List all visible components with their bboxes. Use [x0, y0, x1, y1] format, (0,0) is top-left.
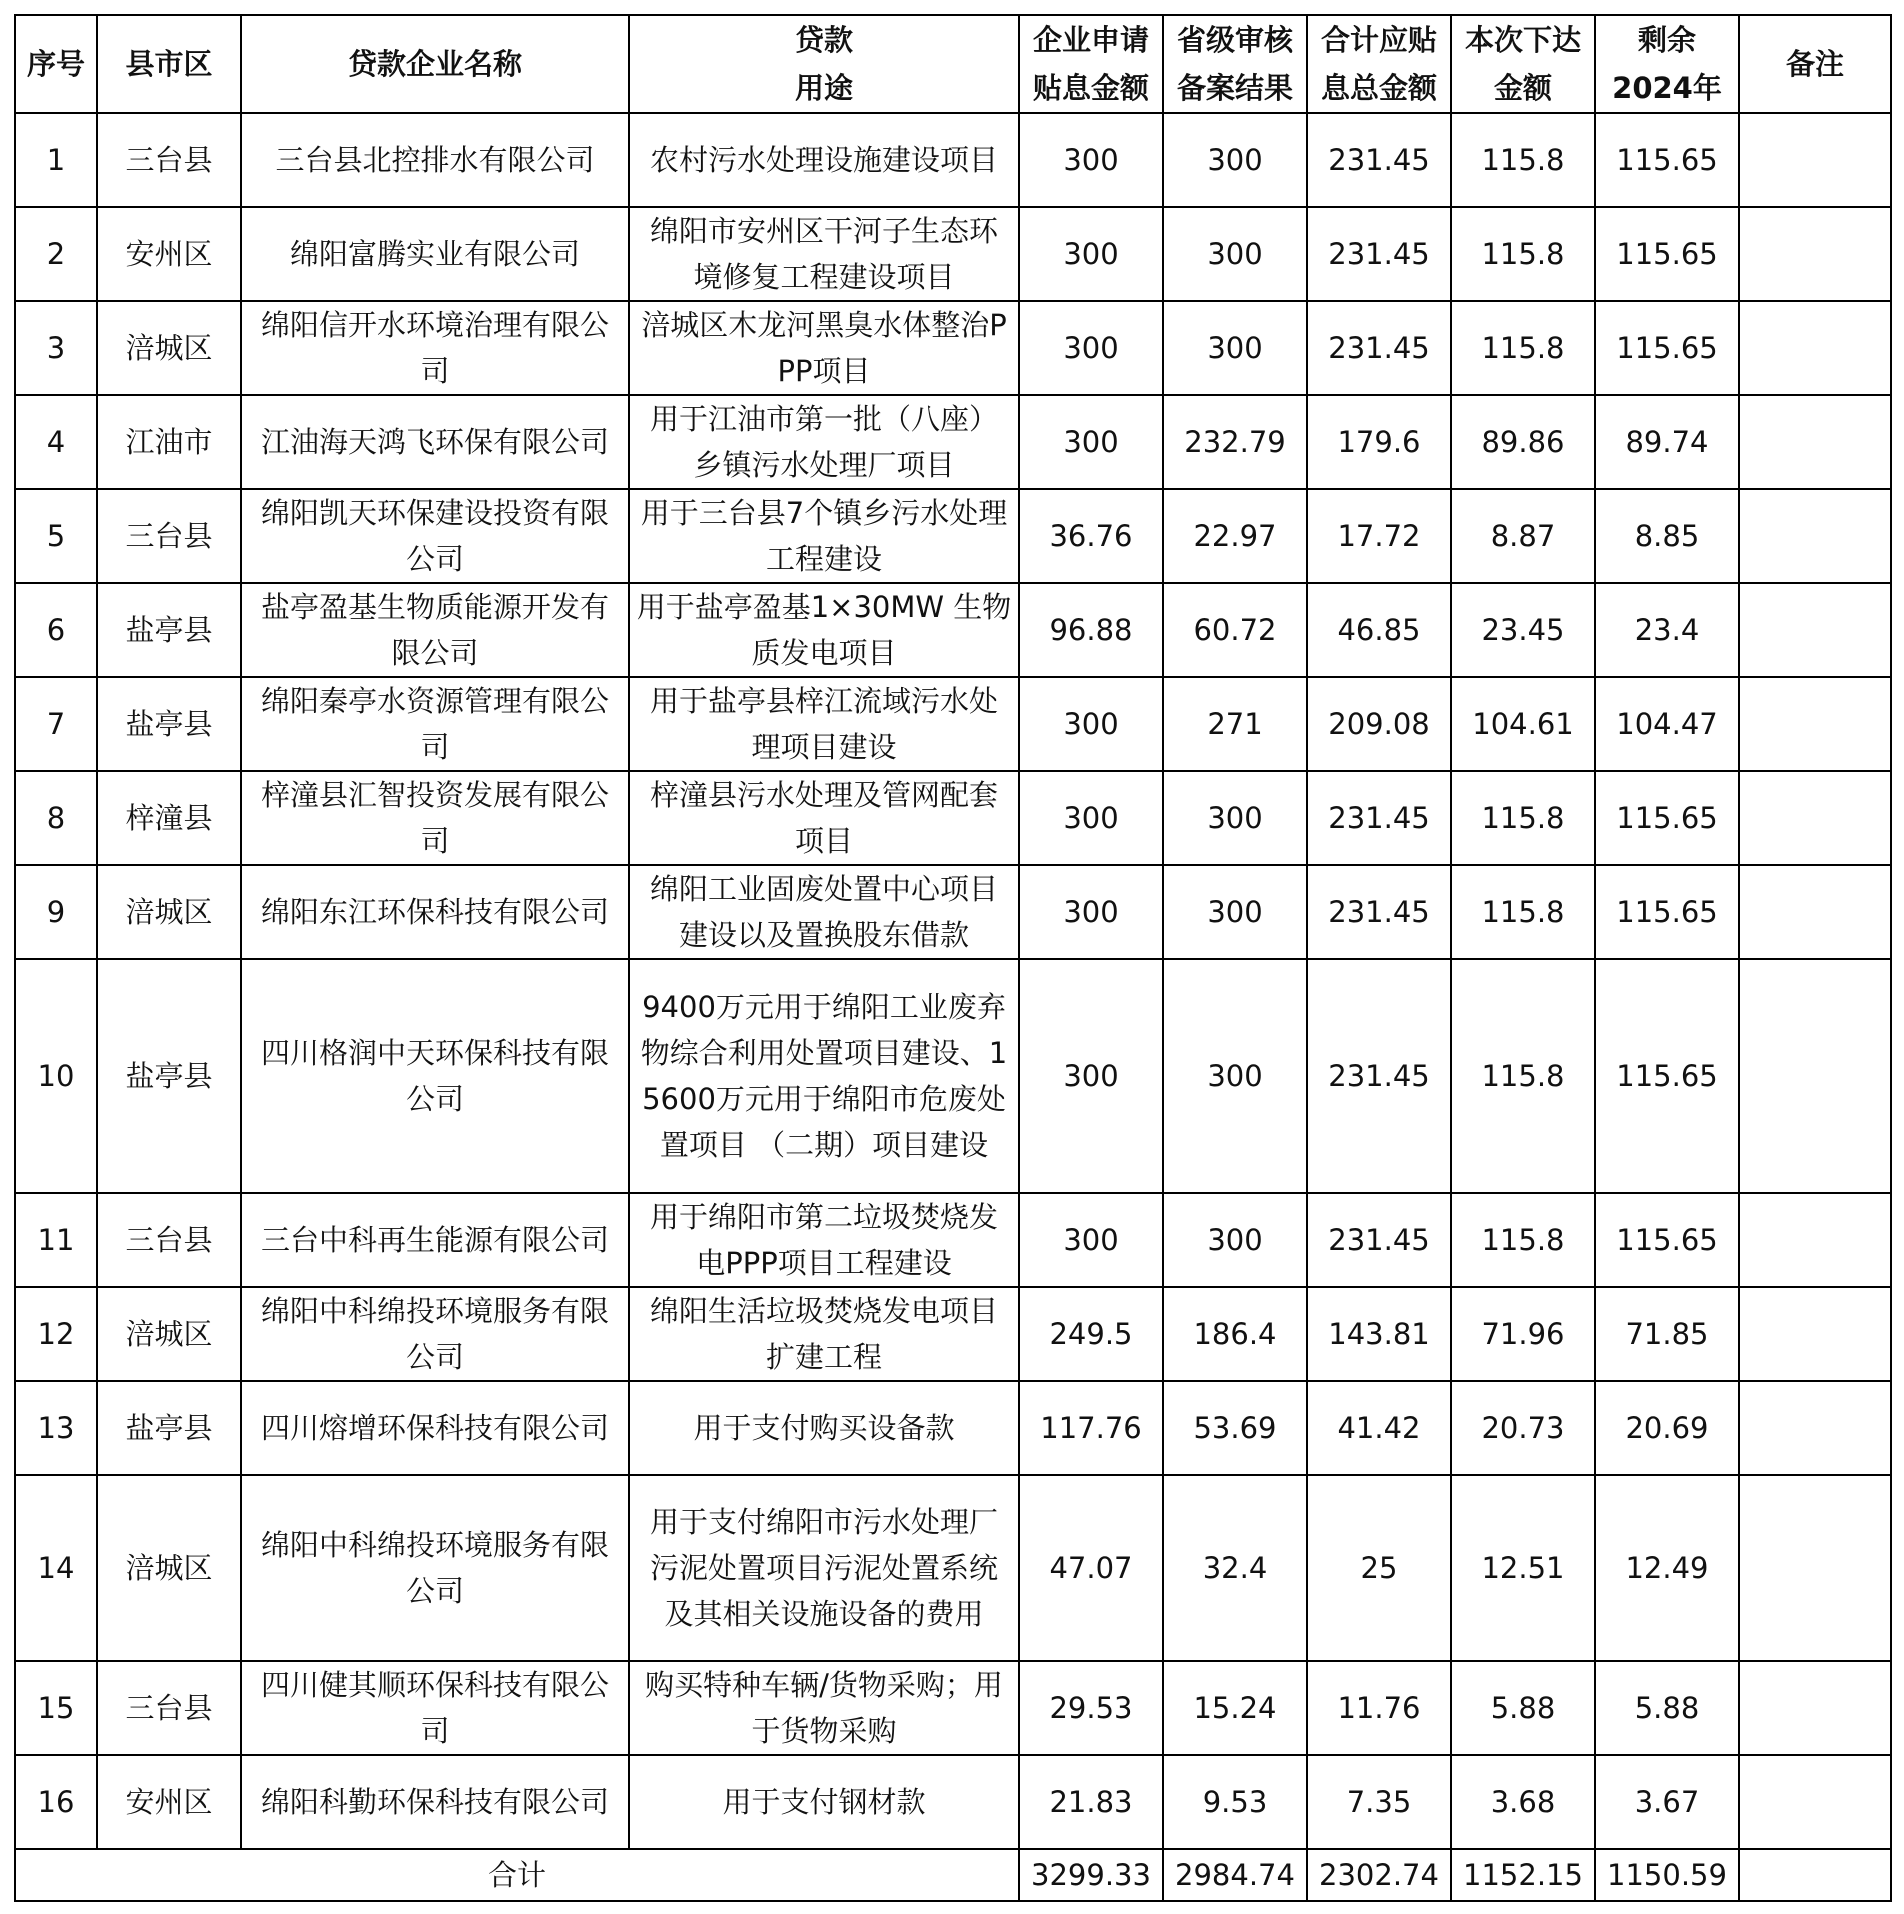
- cell-approved: 271: [1163, 677, 1307, 771]
- cell-no: 11: [15, 1193, 97, 1287]
- table-row: [15, 1475, 1891, 1661]
- cell-total: 231.45: [1307, 301, 1451, 395]
- cell-no: 6: [15, 583, 97, 677]
- cell-issued: 12.51: [1451, 1475, 1595, 1661]
- cell-remark: [1739, 489, 1891, 583]
- cell-total: 231.45: [1307, 771, 1451, 865]
- cell-purpose: 用于三台县7个镇乡污水处理工程建设: [629, 489, 1019, 583]
- cell-company: 绵阳秦亭水资源管理有限公司: [241, 677, 629, 771]
- cell-remaining: 23.4: [1595, 583, 1739, 677]
- header-remaining-line1: 剩余: [1637, 23, 1696, 57]
- cell-no: 5: [15, 489, 97, 583]
- table-row: [15, 113, 1891, 207]
- cell-district: 涪城区: [97, 1287, 241, 1381]
- cell-applied: 96.88: [1019, 583, 1163, 677]
- cell-no: 8: [15, 771, 97, 865]
- header-issued-line1: 本次下达: [1464, 23, 1581, 57]
- cell-purpose: 用于支付购买设备款: [629, 1381, 1019, 1475]
- cell-applied: 300: [1019, 959, 1163, 1193]
- cell-applied: 36.76: [1019, 489, 1163, 583]
- cell-issued: 8.87: [1451, 489, 1595, 583]
- cell-company: 绵阳东江环保科技有限公司: [241, 865, 629, 959]
- cell-district: 盐亭县: [97, 583, 241, 677]
- cell-no: 1: [15, 113, 97, 207]
- header-issued-line2: 金额: [1493, 71, 1552, 105]
- cell-purpose: 用于绵阳市第二垃圾焚烧发电PPP项目工程建设: [629, 1193, 1019, 1287]
- totals-applied: 3299.33: [1019, 1849, 1163, 1901]
- cell-purpose: 用于支付钢材款: [629, 1755, 1019, 1849]
- cell-approved: 300: [1163, 959, 1307, 1193]
- cell-no: 9: [15, 865, 97, 959]
- cell-no: 12: [15, 1287, 97, 1381]
- cell-applied: 117.76: [1019, 1381, 1163, 1475]
- cell-approved: 300: [1163, 113, 1307, 207]
- cell-total: 25: [1307, 1475, 1451, 1661]
- cell-remaining: 71.85: [1595, 1287, 1739, 1381]
- table-row: [15, 1193, 1891, 1287]
- header-no: 序号: [15, 15, 97, 113]
- cell-issued: 104.61: [1451, 677, 1595, 771]
- cell-total: 143.81: [1307, 1287, 1451, 1381]
- cell-purpose: 购买特种车辆/货物采购；用于货物采购: [629, 1661, 1019, 1755]
- cell-no: 16: [15, 1755, 97, 1849]
- table-row: [15, 771, 1891, 865]
- cell-purpose: 梓潼县污水处理及管网配套项目: [629, 771, 1019, 865]
- cell-purpose: 用于江油市第一批（八座）乡镇污水处理厂项目: [629, 395, 1019, 489]
- cell-issued: 115.8: [1451, 865, 1595, 959]
- cell-total: 231.45: [1307, 113, 1451, 207]
- cell-total: 17.72: [1307, 489, 1451, 583]
- cell-total: 231.45: [1307, 865, 1451, 959]
- cell-no: 13: [15, 1381, 97, 1475]
- table-row: [15, 395, 1891, 489]
- cell-district: 三台县: [97, 1661, 241, 1755]
- cell-applied: 300: [1019, 301, 1163, 395]
- table-row: [15, 1381, 1891, 1475]
- cell-applied: 300: [1019, 865, 1163, 959]
- table-row: [15, 677, 1891, 771]
- table-row: [15, 489, 1891, 583]
- cell-district: 安州区: [97, 207, 241, 301]
- cell-total: 179.6: [1307, 395, 1451, 489]
- header-applied-line2: 贴息金额: [1032, 71, 1149, 105]
- cell-company: 四川格润中天环保科技有限公司: [241, 959, 629, 1193]
- cell-district: 盐亭县: [97, 677, 241, 771]
- table-row: [15, 959, 1891, 1193]
- cell-issued: 115.8: [1451, 207, 1595, 301]
- header-purpose-line1: 贷款: [794, 23, 853, 57]
- cell-remark: [1739, 1287, 1891, 1381]
- table-row: [15, 301, 1891, 395]
- cell-district: 江油市: [97, 395, 241, 489]
- totals-row: [15, 1849, 1891, 1901]
- cell-issued: 20.73: [1451, 1381, 1595, 1475]
- cell-remaining: 104.47: [1595, 677, 1739, 771]
- cell-district: 三台县: [97, 1193, 241, 1287]
- cell-district: 涪城区: [97, 865, 241, 959]
- cell-issued: 23.45: [1451, 583, 1595, 677]
- cell-applied: 300: [1019, 677, 1163, 771]
- subsidy-table: [14, 14, 1892, 1902]
- cell-no: 2: [15, 207, 97, 301]
- cell-total: 7.35: [1307, 1755, 1451, 1849]
- header-applied-line1: 企业申请: [1032, 23, 1149, 57]
- cell-remaining: 115.65: [1595, 865, 1739, 959]
- cell-district: 涪城区: [97, 301, 241, 395]
- table-row: [15, 865, 1891, 959]
- cell-approved: 22.97: [1163, 489, 1307, 583]
- cell-purpose: 用于支付绵阳市污水处理厂污泥处置项目污泥处置系统及其相关设施设备的费用: [629, 1475, 1019, 1661]
- cell-issued: 115.8: [1451, 301, 1595, 395]
- cell-approved: 60.72: [1163, 583, 1307, 677]
- cell-applied: 47.07: [1019, 1475, 1163, 1661]
- cell-no: 15: [15, 1661, 97, 1755]
- cell-purpose: 绵阳市安州区干河子生态环境修复工程建设项目: [629, 207, 1019, 301]
- header-approved-line1: 省级审核: [1176, 23, 1293, 57]
- cell-company: 绵阳信开水环境治理有限公司: [241, 301, 629, 395]
- cell-remaining: 8.85: [1595, 489, 1739, 583]
- cell-remaining: 20.69: [1595, 1381, 1739, 1475]
- header-purpose-line2: 用途: [794, 71, 853, 105]
- totals-issued: 1152.15: [1451, 1849, 1595, 1901]
- cell-remaining: 115.65: [1595, 959, 1739, 1193]
- table-row: [15, 1661, 1891, 1755]
- header-total: [1307, 15, 1451, 113]
- cell-applied: 300: [1019, 395, 1163, 489]
- cell-district: 安州区: [97, 1755, 241, 1849]
- cell-purpose: 用于盐亭县梓江流域污水处理项目建设: [629, 677, 1019, 771]
- cell-purpose: 绵阳工业固废处置中心项目建设以及置换股东借款: [629, 865, 1019, 959]
- header-remaining: [1595, 15, 1739, 113]
- table-row: [15, 583, 1891, 677]
- cell-approved: 9.53: [1163, 1755, 1307, 1849]
- cell-remark: [1739, 677, 1891, 771]
- cell-company: 三台中科再生能源有限公司: [241, 1193, 629, 1287]
- header-remark: 备注: [1739, 15, 1891, 113]
- cell-approved: 32.4: [1163, 1475, 1307, 1661]
- cell-no: 4: [15, 395, 97, 489]
- cell-issued: 71.96: [1451, 1287, 1595, 1381]
- cell-purpose: 涪城区木龙河黑臭水体整治PPP项目: [629, 301, 1019, 395]
- cell-approved: 300: [1163, 771, 1307, 865]
- cell-approved: 53.69: [1163, 1381, 1307, 1475]
- cell-remark: [1739, 959, 1891, 1193]
- cell-no: 3: [15, 301, 97, 395]
- cell-remark: [1739, 1381, 1891, 1475]
- cell-issued: 115.8: [1451, 959, 1595, 1193]
- cell-company: 绵阳凯天环保建设投资有限公司: [241, 489, 629, 583]
- cell-remark: [1739, 113, 1891, 207]
- cell-approved: 300: [1163, 301, 1307, 395]
- cell-remark: [1739, 1661, 1891, 1755]
- cell-issued: 115.8: [1451, 1193, 1595, 1287]
- cell-approved: 15.24: [1163, 1661, 1307, 1755]
- cell-remaining: 3.67: [1595, 1755, 1739, 1849]
- cell-remark: [1739, 207, 1891, 301]
- cell-remaining: 12.49: [1595, 1475, 1739, 1661]
- header-total-line2: 息总金额: [1320, 71, 1437, 105]
- cell-district: 盐亭县: [97, 1381, 241, 1475]
- cell-approved: 300: [1163, 1193, 1307, 1287]
- cell-total: 231.45: [1307, 207, 1451, 301]
- cell-remark: [1739, 865, 1891, 959]
- cell-remaining: 115.65: [1595, 771, 1739, 865]
- cell-company: 绵阳中科绵投环境服务有限公司: [241, 1287, 629, 1381]
- cell-applied: 249.5: [1019, 1287, 1163, 1381]
- header-approved: [1163, 15, 1307, 113]
- table-row: [15, 1287, 1891, 1381]
- cell-applied: 300: [1019, 207, 1163, 301]
- cell-approved: 300: [1163, 207, 1307, 301]
- cell-remark: [1739, 301, 1891, 395]
- cell-district: 盐亭县: [97, 959, 241, 1193]
- cell-total: 46.85: [1307, 583, 1451, 677]
- totals-label: 合计: [15, 1849, 1019, 1901]
- totals-remaining: 1150.59: [1595, 1849, 1739, 1901]
- totals-remark: [1739, 1849, 1891, 1901]
- cell-remaining: 115.65: [1595, 113, 1739, 207]
- cell-company: 绵阳富腾实业有限公司: [241, 207, 629, 301]
- cell-total: 11.76: [1307, 1661, 1451, 1755]
- cell-company: 梓潼县汇智投资发展有限公司: [241, 771, 629, 865]
- cell-approved: 232.79: [1163, 395, 1307, 489]
- header-row: [15, 15, 1891, 113]
- table-row: [15, 207, 1891, 301]
- header-applied: [1019, 15, 1163, 113]
- cell-remark: [1739, 1193, 1891, 1287]
- cell-applied: 21.83: [1019, 1755, 1163, 1849]
- cell-approved: 300: [1163, 865, 1307, 959]
- cell-total: 209.08: [1307, 677, 1451, 771]
- cell-approved: 186.4: [1163, 1287, 1307, 1381]
- cell-remaining: 5.88: [1595, 1661, 1739, 1755]
- table-row: [15, 1755, 1891, 1849]
- cell-remark: [1739, 583, 1891, 677]
- cell-company: 四川健其顺环保科技有限公司: [241, 1661, 629, 1755]
- cell-company: 绵阳中科绵投环境服务有限公司: [241, 1475, 629, 1661]
- cell-total: 231.45: [1307, 959, 1451, 1193]
- cell-district: 三台县: [97, 113, 241, 207]
- cell-issued: 3.68: [1451, 1755, 1595, 1849]
- table-body: [15, 113, 1891, 1849]
- header-purpose: [629, 15, 1019, 113]
- totals-approved: 2984.74: [1163, 1849, 1307, 1901]
- cell-total: 231.45: [1307, 1193, 1451, 1287]
- cell-total: 41.42: [1307, 1381, 1451, 1475]
- header-issued: [1451, 15, 1595, 113]
- cell-district: 三台县: [97, 489, 241, 583]
- cell-no: 14: [15, 1475, 97, 1661]
- cell-applied: 300: [1019, 113, 1163, 207]
- cell-applied: 29.53: [1019, 1661, 1163, 1755]
- header-company: 贷款企业名称: [241, 15, 629, 113]
- header-total-line1: 合计应贴: [1320, 23, 1437, 57]
- cell-issued: 5.88: [1451, 1661, 1595, 1755]
- cell-company: 绵阳科勤环保科技有限公司: [241, 1755, 629, 1849]
- cell-issued: 89.86: [1451, 395, 1595, 489]
- cell-company: 四川熔增环保科技有限公司: [241, 1381, 629, 1475]
- cell-remaining: 115.65: [1595, 207, 1739, 301]
- cell-issued: 115.8: [1451, 113, 1595, 207]
- cell-company: 江油海天鸿飞环保有限公司: [241, 395, 629, 489]
- cell-purpose: 绵阳生活垃圾焚烧发电项目扩建工程: [629, 1287, 1019, 1381]
- cell-district: 梓潼县: [97, 771, 241, 865]
- cell-remark: [1739, 771, 1891, 865]
- cell-purpose: 9400万元用于绵阳工业废弃物综合利用处置项目建设、15600万元用于绵阳市危废处置项目 （二期）项目建设: [629, 959, 1019, 1193]
- cell-remark: [1739, 1755, 1891, 1849]
- cell-remaining: 115.65: [1595, 1193, 1739, 1287]
- cell-company: 盐亭盈基生物质能源开发有限公司: [241, 583, 629, 677]
- totals-total: 2302.74: [1307, 1849, 1451, 1901]
- cell-purpose: 农村污水处理设施建设项目: [629, 113, 1019, 207]
- cell-remaining: 115.65: [1595, 301, 1739, 395]
- cell-no: 7: [15, 677, 97, 771]
- cell-applied: 300: [1019, 771, 1163, 865]
- cell-company: 三台县北控排水有限公司: [241, 113, 629, 207]
- header-approved-line2: 备案结果: [1176, 71, 1293, 105]
- cell-purpose: 用于盐亭盈基1×30MW 生物质发电项目: [629, 583, 1019, 677]
- cell-issued: 115.8: [1451, 771, 1595, 865]
- header-district: 县市区: [97, 15, 241, 113]
- cell-remark: [1739, 395, 1891, 489]
- cell-no: 10: [15, 959, 97, 1193]
- cell-applied: 300: [1019, 1193, 1163, 1287]
- cell-remaining: 89.74: [1595, 395, 1739, 489]
- header-remaining-line2: 2024年: [1612, 71, 1722, 105]
- cell-remark: [1739, 1475, 1891, 1661]
- cell-district: 涪城区: [97, 1475, 241, 1661]
